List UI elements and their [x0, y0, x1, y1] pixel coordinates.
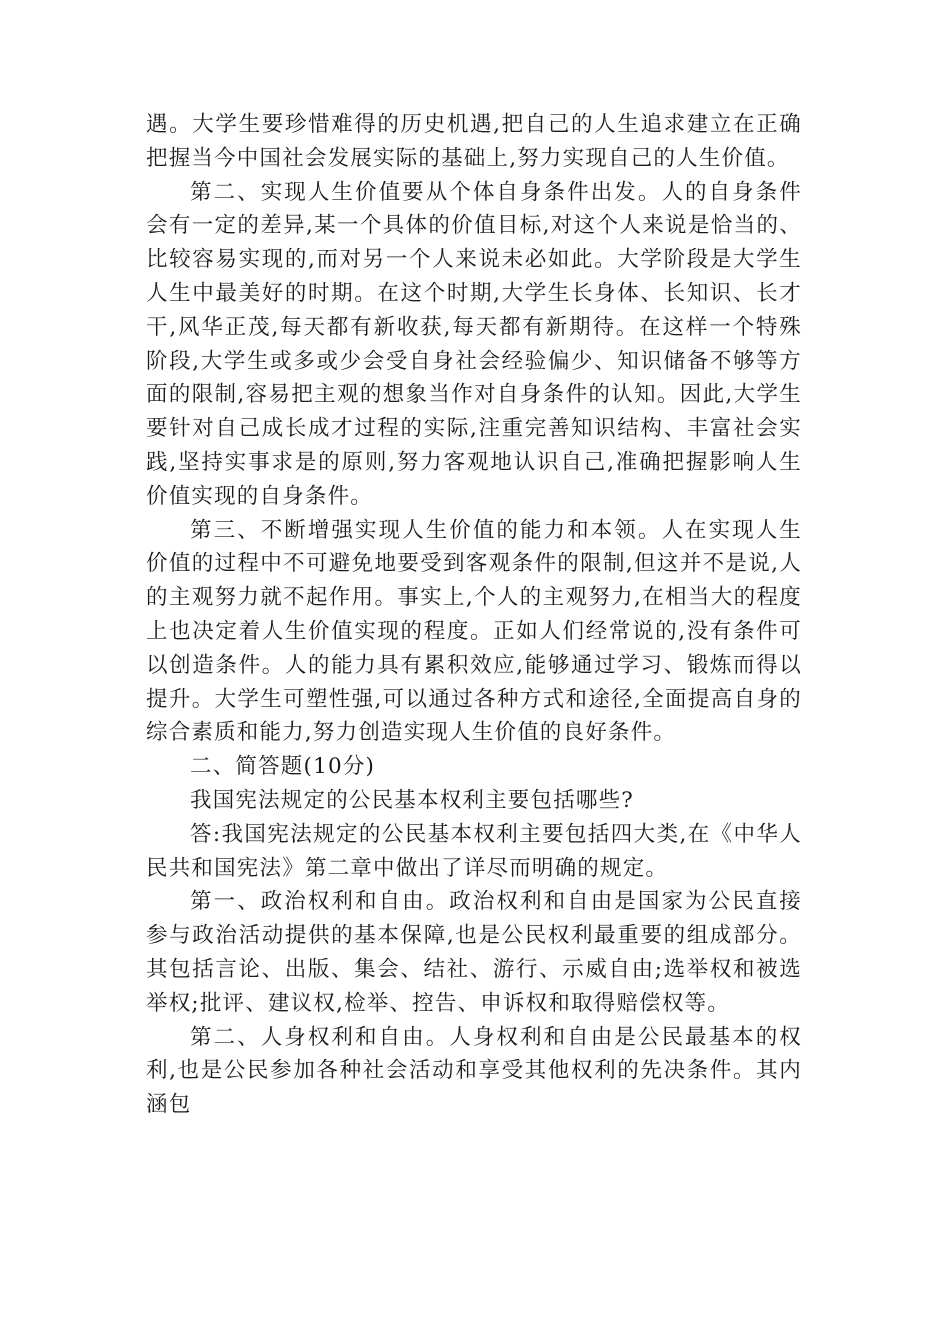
paragraph-second-point: 第二、实现人生价值要从个体自身条件出发。人的自身条件会有一定的差异,某一个具体的价值目标,对这个人来说是恰当的、比较容易实现的,而对另一个人来说未必如此。大学阶段是大学生人生中最美好的时期。在这个时期,大学生长身体、长知识、长才干,风华正茂,每天都有新收获,每天都有新期待。在这样一个特殊阶段,大学生或多或少会受自身社会经验偏少、知识储备不够等方面的限制,容易把主观的想象当作对自身条件的认知。因此,大学生要针对自己成长成才过程的实际,注重完善知识结构、丰富社会实践,坚持实事求是的原则,努力客观地认识自己,准确把握影响人生价值实现的自身条件。	[146, 179, 802, 509]
paragraph-political-rights: 第一、政治权利和自由。政治权利和自由是国家为公民直接参与政治活动提供的基本保障,也是公民权利最重要的组成部分。其包括言论、出版、集会、结社、游行、示威自由;选举权和被选举权;批评、建议权,检举、控告、申诉权和取得赔偿权等。	[146, 889, 802, 1016]
answer-intro: 答:我国宪法规定的公民基本权利主要包括四大类,在《中华人民共和国宪法》第二章中做出了详尽而明确的规定。	[146, 821, 802, 881]
section-heading: 二、简答题(10分)	[190, 754, 376, 780]
paragraph-continuation: 遇。大学生要珍惜难得的历史机遇,把自己的人生追求建立在正确把握当今中国社会发展实际的基础上,努力实现自己的人生价值。	[146, 112, 802, 171]
paragraph-third-point: 第三、不断增强实现人生价值的能力和本领。人在实现人生价值的过程中不可避免地要受到客观条件的限制,但这并不是说,人的主观努力就不起作用。事实上,个人的主观努力,在相当大的程度上也决定着人生价值实现的程度。正如人们经常说的,没有条件可以创造条件。人的能力具有累积效应,能够通过学习、锻炼而得以提升。大学生可塑性强,可以通过各种方式和途径,全面提高自身的综合素质和能力,努力创造实现人生价值的良好条件。	[146, 517, 802, 746]
document-body	[146, 108, 802, 1122]
question-text: 我国宪法规定的公民基本权利主要包括哪些?	[190, 787, 635, 813]
paragraph-personal-rights: 第二、人身权利和自由。人身权利和自由是公民最基本的权利,也是公民参加各种社会活动和享受其他权利的先决条件。其内涵包	[146, 1024, 802, 1118]
